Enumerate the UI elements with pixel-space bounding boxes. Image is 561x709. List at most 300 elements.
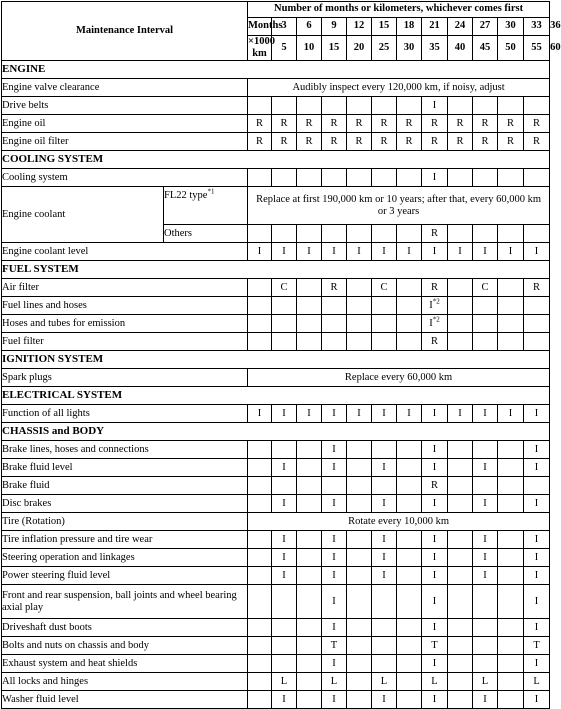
schedule-cell [272,115,297,133]
schedule-cell [397,531,422,549]
schedule-cell [448,619,473,637]
item-label: Steering operation and linkages [2,549,248,567]
schedule-cell [473,673,498,691]
table-row [2,441,550,459]
schedule-cell [524,97,550,115]
schedule-value: L [280,675,288,687]
table-row [2,169,550,187]
schedule-cell [473,531,498,549]
schedule-cell [397,477,422,495]
month-header: 21 [422,18,448,36]
schedule-value: I [332,245,336,257]
schedule-cell [498,333,524,351]
schedule-cell [347,477,372,495]
schedule-value: R [330,135,338,147]
month-header: 3 [272,18,297,36]
table-row [2,585,550,619]
schedule-cell [297,279,322,297]
schedule-value: I [432,99,437,111]
schedule-cell [347,115,372,133]
schedule-cell [372,495,397,513]
schedule-value: I [357,245,361,257]
schedule-cell [397,637,422,655]
schedule-cell [397,297,422,315]
schedule-cell [498,619,524,637]
schedule-cell [448,585,473,619]
schedule-cell [422,405,448,423]
schedule-cell [498,655,524,673]
schedule-cell [372,333,397,351]
schedule-cell [498,169,524,187]
schedule-value: I [332,551,336,563]
schedule-cell [473,585,498,619]
month-header: 12 [347,18,372,36]
schedule-cell [422,459,448,477]
section-row [2,61,550,79]
schedule-cell [272,459,297,477]
schedule-cell [248,477,272,495]
schedule-cell [422,333,448,351]
table-row [2,243,550,261]
schedule-value: R [456,117,464,129]
schedule-cell [297,405,322,423]
schedule-cell [448,495,473,513]
schedule-cell [322,97,347,115]
schedule-cell [498,243,524,261]
schedule-value: R [481,117,489,129]
item-label: Brake lines, hoses and connections [2,441,248,459]
schedule-cell [372,297,397,315]
schedule-cell [297,619,322,637]
schedule-cell [397,115,422,133]
section-row [2,423,550,441]
schedule-value: I [432,245,437,257]
schedule-cell [248,243,272,261]
table-row [2,133,550,151]
schedule-value: I [332,569,336,581]
schedule-cell [248,115,272,133]
schedule-value: I [282,533,286,545]
schedule-value: I [382,407,386,419]
schedule-value: R [255,117,263,129]
schedule-cell [473,495,498,513]
schedule-cell [347,567,372,585]
schedule-cell [473,115,498,133]
schedule-cell [372,405,397,423]
schedule-cell [524,279,550,297]
schedule-value: I [282,461,286,473]
schedule-cell [322,477,347,495]
schedule-cell [397,459,422,477]
table-row [2,513,550,531]
schedule-value: I [282,551,286,563]
schedule-cell [297,441,322,459]
schedule-cell [397,495,422,513]
schedule-value: R [430,281,438,293]
schedule-value: I [332,657,336,669]
schedule-cell [347,459,372,477]
schedule-cell [448,637,473,655]
table-row [2,459,550,477]
schedule-value: C [481,281,489,293]
schedule-cell [498,691,524,709]
schedule-value: I [432,533,437,545]
schedule-cell [272,333,297,351]
item-label: Engine coolant [2,187,164,243]
schedule-cell [272,567,297,585]
schedule-value: I [534,621,539,633]
schedule-cell [422,169,448,187]
schedule-cell [297,133,322,151]
item-label: Front and rear suspension, ball joints and wheel bearing axial play [2,585,248,619]
schedule-cell [347,225,372,243]
schedule-value: T [330,639,338,651]
schedule-cell [498,279,524,297]
item-label: Brake fluid level [2,459,248,477]
schedule-cell [422,115,448,133]
schedule-cell [322,405,347,423]
schedule-cell [347,673,372,691]
schedule-cell [272,243,297,261]
schedule-value: R [255,135,263,147]
schedule-cell [272,297,297,315]
schedule-cell [524,495,550,513]
schedule-value: I [534,497,539,509]
schedule-cell [422,97,448,115]
schedule-cell [272,637,297,655]
table-row [2,531,550,549]
schedule-value: I [534,569,539,581]
schedule-cell [448,549,473,567]
schedule-cell [272,655,297,673]
schedule-cell [248,279,272,297]
schedule-value: I [429,299,433,311]
schedule-cell [397,691,422,709]
schedule-cell [448,441,473,459]
schedule-cell [372,673,397,691]
schedule-cell [297,585,322,619]
schedule-cell [272,477,297,495]
item-label: Driveshaft dust boots [2,619,248,637]
schedule-value: I [407,407,411,419]
item-label: Tire inflation pressure and tire wear [2,531,248,549]
schedule-cell [248,315,272,333]
item-label: Tire (Rotation) [2,513,248,531]
schedule-cell [422,495,448,513]
schedule-cell [248,691,272,709]
schedule-value: I [282,497,286,509]
schedule-cell [473,169,498,187]
table-row [2,549,550,567]
schedule-cell [372,243,397,261]
schedule-cell [347,297,372,315]
schedule-cell [322,531,347,549]
schedule-value: R [481,135,489,147]
schedule-value: I [282,245,286,257]
schedule-value: L [431,675,438,687]
schedule-value: I [382,693,386,705]
schedule-cell [422,243,448,261]
table-row [2,637,550,655]
schedule-cell [347,637,372,655]
schedule-cell [297,673,322,691]
schedule-value: I [332,621,336,633]
table-row [2,79,550,97]
schedule-cell [422,279,448,297]
month-header: 24 [448,18,473,36]
schedule-cell [498,585,524,619]
schedule-cell [322,315,347,333]
schedule-cell [473,333,498,351]
item-label: Brake fluid [2,477,248,495]
schedule-value: I [382,461,386,473]
schedule-cell [524,691,550,709]
schedule-value: I [534,461,539,473]
schedule-value: R [430,135,438,147]
schedule-cell [322,655,347,673]
schedule-cell [422,637,448,655]
schedule-cell [473,549,498,567]
schedule-cell [422,655,448,673]
schedule-value: L [330,675,338,687]
schedule-cell [297,691,322,709]
schedule-cell [473,315,498,333]
schedule-cell [448,655,473,673]
schedule-cell [272,441,297,459]
schedule-cell [498,531,524,549]
schedule-value: I [332,693,336,705]
km-header: 20 [347,36,372,61]
month-header: 18 [397,18,422,36]
schedule-value: I [458,407,462,419]
schedule-cell [322,225,347,243]
schedule-cell [448,459,473,477]
schedule-value: I [282,407,286,419]
schedule-cell [322,619,347,637]
schedule-value: I [382,551,386,563]
schedule-value: R [430,335,438,347]
schedule-cell [272,619,297,637]
schedule-cell [297,115,322,133]
table-row [2,619,550,637]
km-header: 55 [524,36,550,61]
schedule-cell [448,243,473,261]
schedule-cell [498,637,524,655]
month-header: 27 [473,18,498,36]
schedule-value: I [534,595,539,607]
schedule-value: L [380,675,388,687]
schedule-cell [372,691,397,709]
schedule-cell [347,97,372,115]
table-row [2,673,550,691]
schedule-value: R [380,117,388,129]
schedule-cell [372,115,397,133]
schedule-value: I [534,657,539,669]
schedule-cell [272,315,297,333]
schedule-value: I [534,693,539,705]
schedule-cell [248,405,272,423]
schedule-cell [524,225,550,243]
section-heading: ELECTRICAL SYSTEM [2,387,550,405]
month-header: 9 [322,18,347,36]
schedule-cell [422,531,448,549]
schedule-cell [372,225,397,243]
schedule-cell [524,115,550,133]
schedule-value: I [432,461,437,473]
schedule-value: R [330,281,338,293]
schedule-cell [347,619,372,637]
schedule-value: R [533,135,541,147]
schedule-cell [422,567,448,585]
section-row [2,351,550,369]
schedule-cell [372,477,397,495]
schedule-cell [524,531,550,549]
schedule-cell [448,279,473,297]
schedule-value: R [330,117,338,129]
month-header: 6 [297,18,322,36]
schedule-cell [248,459,272,477]
schedule-value: R [430,227,438,239]
schedule-cell [347,243,372,261]
schedule-value: I [332,443,336,455]
schedule-cell [372,315,397,333]
schedule-cell [473,97,498,115]
km-header: 25 [372,36,397,61]
schedule-cell [397,585,422,619]
schedule-value: I [534,533,539,545]
section-heading: ENGINE [2,61,550,79]
interval-note: Replace at first 190,000 km or 10 years; after that, every 60,000 km or 3 years [248,187,550,225]
item-label: Function of all lights [2,405,248,423]
schedule-value: I [332,595,336,607]
schedule-cell [473,637,498,655]
schedule-value: I [508,245,513,257]
schedule-value: I [534,443,539,455]
schedule-cell [297,333,322,351]
item-label: Washer fluid level [2,691,248,709]
schedule-cell [473,405,498,423]
item-label: Engine oil filter [2,133,248,151]
item-label: Fuel lines and hoses [2,297,248,315]
schedule-cell [372,169,397,187]
table-row [2,477,550,495]
item-label: Engine valve clearance [2,79,248,97]
schedule-cell [422,441,448,459]
schedule-cell [372,637,397,655]
schedule-value: R [533,117,541,129]
schedule-cell [524,459,550,477]
schedule-cell [372,549,397,567]
schedule-cell [397,619,422,637]
schedule-cell [397,133,422,151]
schedule-value: I [382,245,386,257]
table-row [2,187,550,225]
schedule-cell [473,655,498,673]
schedule-value: I [432,497,437,509]
item-label: Hoses and tubes for emission [2,315,248,333]
schedule-cell [397,225,422,243]
schedule-cell [422,225,448,243]
schedule-value: I [458,245,462,257]
schedule-cell [372,585,397,619]
schedule-cell [322,133,347,151]
schedule-cell [473,691,498,709]
schedule-value: T [533,639,540,651]
km-header: 35 [422,36,448,61]
schedule-cell [297,637,322,655]
schedule-value: I [534,551,539,563]
schedule-value: R [305,117,313,129]
schedule-cell [524,243,550,261]
table-row [2,315,550,333]
section-heading: CHASSIS and BODY [2,423,550,441]
schedule-cell [297,495,322,513]
item-label: Power steering fluid level [2,567,248,585]
table-row [2,115,550,133]
table-row [2,655,550,673]
footnote-marker: *2 [432,297,440,306]
schedule-cell [448,169,473,187]
schedule-cell [372,441,397,459]
schedule-cell [397,97,422,115]
schedule-cell [422,297,448,315]
schedule-value: I [483,533,487,545]
schedule-value: I [257,245,262,257]
schedule-cell [372,567,397,585]
schedule-cell [448,567,473,585]
schedule-value: I [432,621,437,633]
schedule-cell [347,441,372,459]
schedule-cell [272,97,297,115]
months-label: Months [248,18,272,36]
table-body [2,61,550,709]
schedule-cell [448,297,473,315]
schedule-cell [524,585,550,619]
section-heading: FUEL SYSTEM [2,261,550,279]
schedule-cell [372,655,397,673]
schedule-cell [498,225,524,243]
schedule-value: I [432,407,437,419]
schedule-cell [524,441,550,459]
maintenance-schedule-table [1,1,561,709]
schedule-cell [322,279,347,297]
schedule-value: R [405,117,413,129]
schedule-value: I [429,317,433,329]
schedule-cell [347,315,372,333]
schedule-cell [272,531,297,549]
schedule-cell [272,405,297,423]
schedule-cell [473,243,498,261]
interval-note: Audibly inspect every 120,000 km, if noisy, adjust [248,79,550,97]
schedule-value: I [534,245,539,257]
month-header: 30 [498,18,524,36]
schedule-value: I [534,407,539,419]
schedule-cell [422,673,448,691]
schedule-value: R [430,117,438,129]
schedule-cell [498,477,524,495]
schedule-cell [322,585,347,619]
schedule-cell [524,169,550,187]
schedule-cell [297,477,322,495]
schedule-cell [448,97,473,115]
schedule-cell [248,549,272,567]
schedule-cell [473,441,498,459]
schedule-cell [448,315,473,333]
schedule-cell [498,441,524,459]
schedule-cell [322,441,347,459]
maintenance-interval-header: Maintenance Interval [2,2,248,61]
schedule-cell [272,549,297,567]
